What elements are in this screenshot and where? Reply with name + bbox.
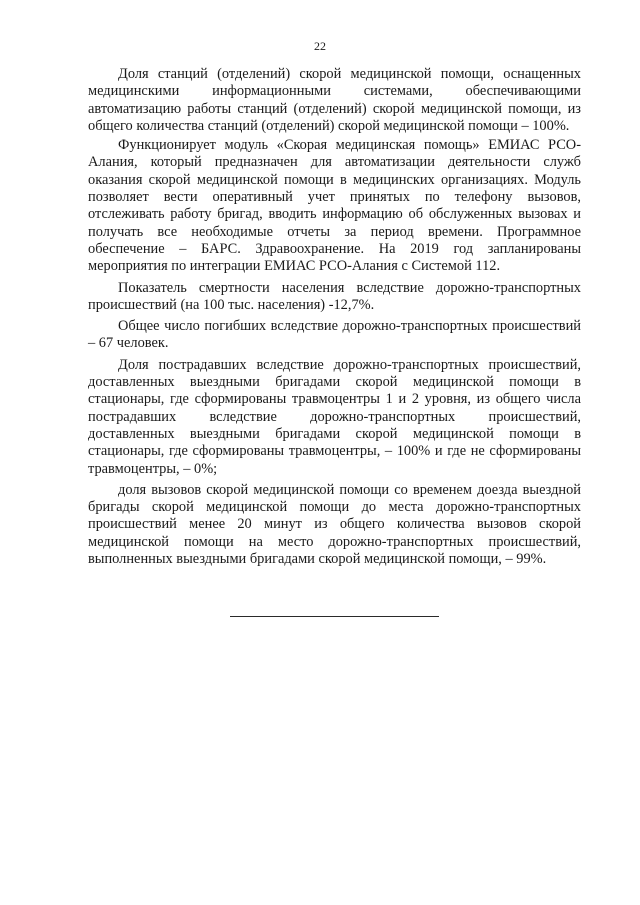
paragraph-arrival-time-share: доля вызовов скорой медицинской помощи со временем доезда выездной бригады скорой медицинской помощи до места дорожно-транспортных происшествий менее 20 минут из общего количества вызовов скорой медицинской помощи на место дорожно-транспортных происшествий, выполненных выездными бригадами скорой медицинской помощи, – 99%. [88, 481, 581, 568]
paragraph-ems-stations-share: Доля станций (отделений) скорой медицинской помощи, оснащенных медицинскими информационными системами, обеспечивающими автоматизацию работы станций (отделений) скорой медицинской помощи, из общего количества станций (отделений) скорой медицинской помощи – 100%. [88, 66, 581, 134]
paragraph-emias-module: Функционирует модуль «Скорая медицинская помощь» ЕМИАС РСО-Алания, который предназначен для автоматизации деятельности служб оказания скорой медицинской помощи в медицинских организациях. Модуль позволяет вести оперативный учет принятых по телефону вызовов, отслеживать работу бригад, вводить информацию об обслуженных вызовах и получать все необходимые отчеты за период времени. Программное обеспечение – БАРС. Здравоохранение. На 2019 год запланированы мероприятия по интеграции ЕМИАС РСО-Алания с Системой 112. [88, 137, 581, 275]
paragraph-trauma-centers-share: Доля пострадавших вследствие дорожно-транспортных происшествий, доставленных выездными бригадами скорой медицинской помощи в стационары, где сформированы травмоцентры 1 и 2 уровня, из общего числа пострадавших вследствие дорожно-транспортных происшествий, доставленных выездными бригадами скорой медицинской помощи в стационары, где сформированы травмоцентры, – 100% и где не сформированы травмоцентры, – 0%; [88, 356, 581, 477]
document-body [88, 66, 581, 568]
paragraph-mortality-rate: Показатель смертности населения вследствие дорожно-транспортных происшествий (на 100 тыс. населения) -12,7%. [88, 279, 581, 313]
page-number: 22 [314, 39, 326, 53]
horizontal-divider [230, 616, 439, 617]
paragraph-total-deaths: Общее число погибших вследствие дорожно-транспортных происшествий – 67 человек. [88, 318, 581, 352]
